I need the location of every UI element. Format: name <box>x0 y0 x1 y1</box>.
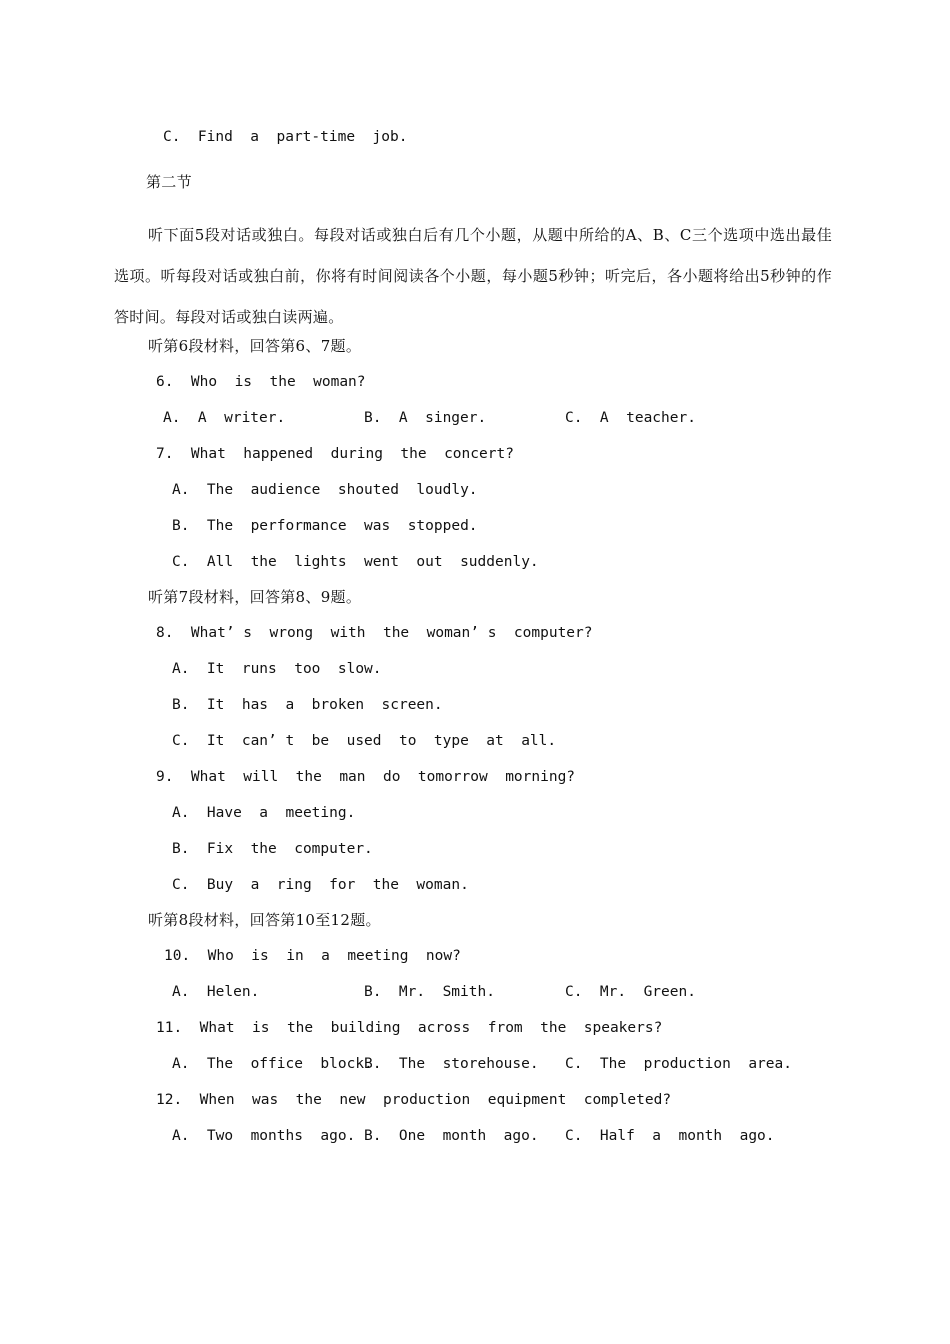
question-11-option-a: A. The office block. <box>172 1056 373 1072</box>
question-7-option-c: C. All the lights went out suddenly. <box>172 554 539 570</box>
question-7-option-a: A. The audience shouted loudly. <box>172 482 478 498</box>
question-8-option-a: A. It runs too slow. <box>172 661 382 677</box>
question-10-option-b: B. Mr. Smith. <box>364 984 495 1000</box>
question-8-option-c: C. It can’ t be used to type at all. <box>172 733 557 749</box>
question-10: 10. Who is in a meeting now? <box>164 948 461 964</box>
question-6-option-b: B. A singer. <box>364 410 487 426</box>
question-6-option-a: A. A writer. <box>163 410 286 426</box>
question-8-option-b: B. It has a broken screen. <box>172 697 443 713</box>
question-8: 8. What’ s wrong with the woman’ s computer? <box>156 625 593 641</box>
question-12-option-b: B. One month ago. <box>364 1128 539 1144</box>
question-10-option-c: C. Mr. Green. <box>565 984 696 1000</box>
section-instructions: 听下面5段对话或独白。每段对话或独白后有几个小题，从题中所给的A、B、C三个选项中选出最佳选项。听每段对话或独白前，你将有时间阅读各个小题，每小题5秒钟；听完后，各小题将给出5秒钟的作答时间。每段对话或独白读两遍。 <box>114 226 832 326</box>
question-11-option-b: B. The storehouse. <box>364 1056 539 1072</box>
question-9-option-a: A. Have a meeting. <box>172 805 356 821</box>
question-11: 11. What is the building across from the speakers? <box>156 1020 663 1036</box>
section-title: 第二节 <box>146 173 192 191</box>
passage-header-8: 听第8段材料，回答第10至12题。 <box>148 911 381 929</box>
question-6: 6. Who is the woman? <box>156 374 366 390</box>
question-12-option-a: A. Two months ago. <box>172 1128 356 1144</box>
question-6-option-c: C. A teacher. <box>565 410 696 426</box>
question-10-option-a: A. Helen. <box>172 984 260 1000</box>
question-12-option-c: C. Half a month ago. <box>565 1128 775 1144</box>
question-9-option-c: C. Buy a ring for the woman. <box>172 877 469 893</box>
question-11-option-c: C. The production area. <box>565 1056 792 1072</box>
question-9-option-b: B. Fix the computer. <box>172 841 373 857</box>
passage-header-6: 听第6段材料，回答第6、7题。 <box>148 337 362 355</box>
passage-header-7: 听第7段材料，回答第8、9题。 <box>148 588 362 606</box>
question-12: 12. When was the new production equipment completed? <box>156 1092 672 1108</box>
question-7-option-b: B. The performance was stopped. <box>172 518 478 534</box>
previous-question-option-c: C. Find a part-time job. <box>163 129 408 145</box>
question-7: 7. What happened during the concert? <box>156 446 514 462</box>
question-9: 9. What will the man do tomorrow morning? <box>156 769 576 785</box>
